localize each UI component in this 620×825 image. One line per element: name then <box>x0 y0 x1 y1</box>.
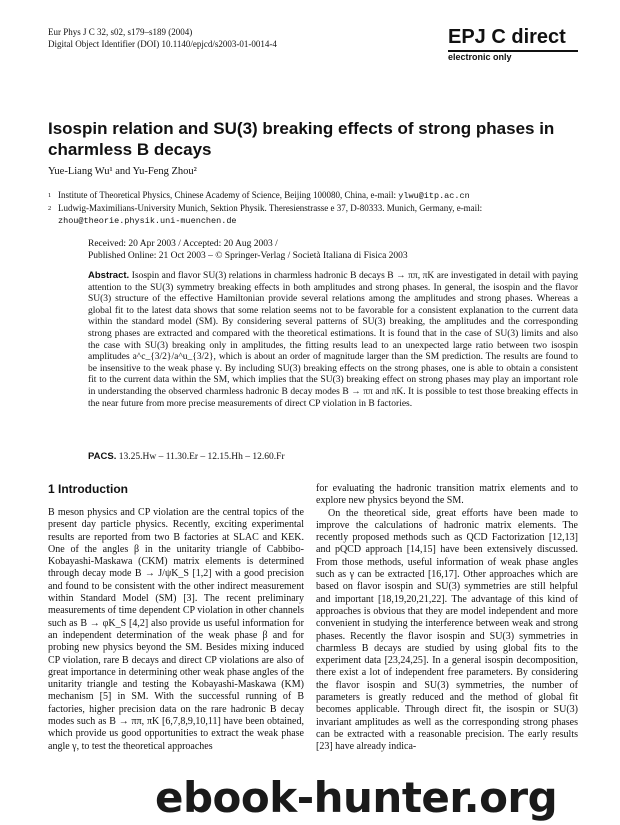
journal-header <box>48 26 277 50</box>
affiliation-email[interactable]: ylwu@itp.ac.cn <box>398 191 470 201</box>
section-heading: 1 Introduction <box>48 482 128 496</box>
watermark[interactable]: ebook-hunter.org <box>155 773 558 822</box>
affiliation-text: Ludwig-Maximilians-University Munich, Sektion Physik. Theresienstrasse e 37, D-80333. Munich, Germany, e-mail: <box>58 203 483 213</box>
pacs-codes: 13.25.Hw – 11.30.Er – 12.15.Hh – 12.60.Fr <box>118 452 285 462</box>
intro-paragraph: B meson physics and CP violation are the central topics of the present day particle physics. Recently, exciting experimental results are reported from two B factories at SLAC and KEK. One of the angles β in the unitarity triangle of Cabbibo-Kobayashi-Maskawa (CKM) matrix elements is determined through decay mode B → J/ψK_S [1,2] with a good precision and found to be consistent with the other indirect measurement within Standard Model (SM) [3]. The recent preliminary measurements of time dependent CP violation in other channels such as B → φK_S [4,2] also provide us useful information for an independent determination of the weak phase β and for probing new physics beyond the SM. Besides mixing induced CP violation, rare B decays and direct CP violations are also of great importance in determining other weak phase angles of the unitarity triangle and testing the Kobayashi-Maskawa (KM) mechanism [5] in SM. With the successful running of B factories, higher precision data on the rare hadronic B decay modes such as B → ππ, πK [6,7,8,9,10,11] have been obtained, which provide us good opportunities to extract the weak phase angle γ, to test the theoretical approaches <box>48 507 304 752</box>
brand-title: EPJ C direct <box>448 26 566 48</box>
brand-block <box>448 26 578 62</box>
affiliation-2 <box>48 203 578 227</box>
watermark-band <box>0 774 620 825</box>
brand-subtitle: electronic only <box>448 52 512 62</box>
intro-paragraph-continued: for evaluating the hadronic transition matrix elements and to explore new physics beyond the SM. <box>316 483 578 507</box>
brand-rule <box>448 50 578 52</box>
theory-paragraph: On the theoretical side, great efforts have been made to improve the calculations of hadronic matrix elements. The recently proposed methods such as QCD Factorization [12,13] and pQCD approach [14,15] have been extensively discussed. From those methods, useful information of weak phase angles such as γ can be extracted [16,17]. Other approaches which are based on flavor isospin and SU(3) symmetries are still helpful and important [18,19,20,21,22]. The advantage of this kind of approaches is obvious that they are model independent and more convenient in studying the interference between weak and strong phases. Recently the flavor isospin and SU(3) symmetries in charmless B decays are studied by using global fits to the experiment data [23,24,25]. In a general isospin decomposition, there exist a lot of independent free parameters. By considering the flavor isospin and SU(3) symmetries, the number of parameters is greatly reduced and the method of global fit becomes applicable. Through direct fit, the isospin or SU(3) invariant amplitudes as well as the corresponding strong phases can be extracted with a reasonable precision. The early results [23] have already indica- <box>316 507 578 753</box>
authors: Yue-Liang Wu¹ and Yu-Feng Zhou² <box>48 166 197 177</box>
doi-line: Digital Object Identifier (DOI) 10.1140/epjcd/s2003-01-0014-4 <box>48 39 277 49</box>
received-accepted: Received: 20 Apr 2003 / Accepted: 20 Aug 2003 / <box>88 239 278 249</box>
affiliation-1 <box>48 190 578 203</box>
pacs <box>88 451 285 462</box>
pacs-label: PACS. <box>88 451 117 462</box>
affiliation-text: Institute of Theoretical Physics, Chinese Academy of Science, Beijing 100080, China, e-mail: <box>58 190 399 200</box>
abstract-label: Abstract. <box>88 270 130 281</box>
body-column-left <box>48 507 304 753</box>
affiliation-email[interactable]: zhou@theorie.physik.uni-muenchen.de <box>58 215 237 226</box>
journal-citation: Eur Phys J C 32, s02, s179–s189 (2004) <box>48 27 193 37</box>
abstract-text: Isospin and flavor SU(3) relations in charmless hadronic B decays B → ππ, πK are investigated in detail with paying attention to the SU(3) symmetry breaking effects in both amplitudes and strong phases. In general, the isospin and the flavor SU(3) structure of the effective Hamiltonian provide several relations among the amplitudes and strong phases. Whereas a global fit to the latest data shows that some relation seems not to be favorable for a consistent explanation to the current data within the standard model (SM). By considering several patterns of SU(3) breaking, the amplitudes and the corresponding strong phases are extracted and compared with the theoretical estimations. It is found that in the case of SU(3) limits and also the case with SU(3) breaking only in amplitudes, the fitting results lead to an unexpected large ratio between two isospin amplitudes a^c_{3/2}/a^u_{3/2}, which is about an order of magnitude larger than the SM prediction. The results are found to be insensitive to the weak phase γ. By including SU(3) breaking effects on the strong phases, one is able to obtain a consistent fit to the current data within the SM, which implies that the SU(3) breaking effect on strong phases may play an important role in understanding the observed charmless hadronic B decay modes B → ππ and πK. It is possible to test those breaking effects in the near future from more precise measurements of direct CP violation in B factories. <box>88 271 579 409</box>
paper-title: Isospin relation and SU(3) breaking effects of strong phases in charmless B decays <box>48 119 555 159</box>
body-column-right <box>316 483 578 754</box>
affiliation-number: 2 <box>48 205 52 212</box>
abstract <box>88 270 578 410</box>
published-online: Published Online: 21 Oct 2003 – © Springer-Verlag / Società Italiana di Fisica 2003 <box>88 251 408 261</box>
publication-dates <box>88 238 408 262</box>
affiliation-number: 1 <box>48 192 52 199</box>
